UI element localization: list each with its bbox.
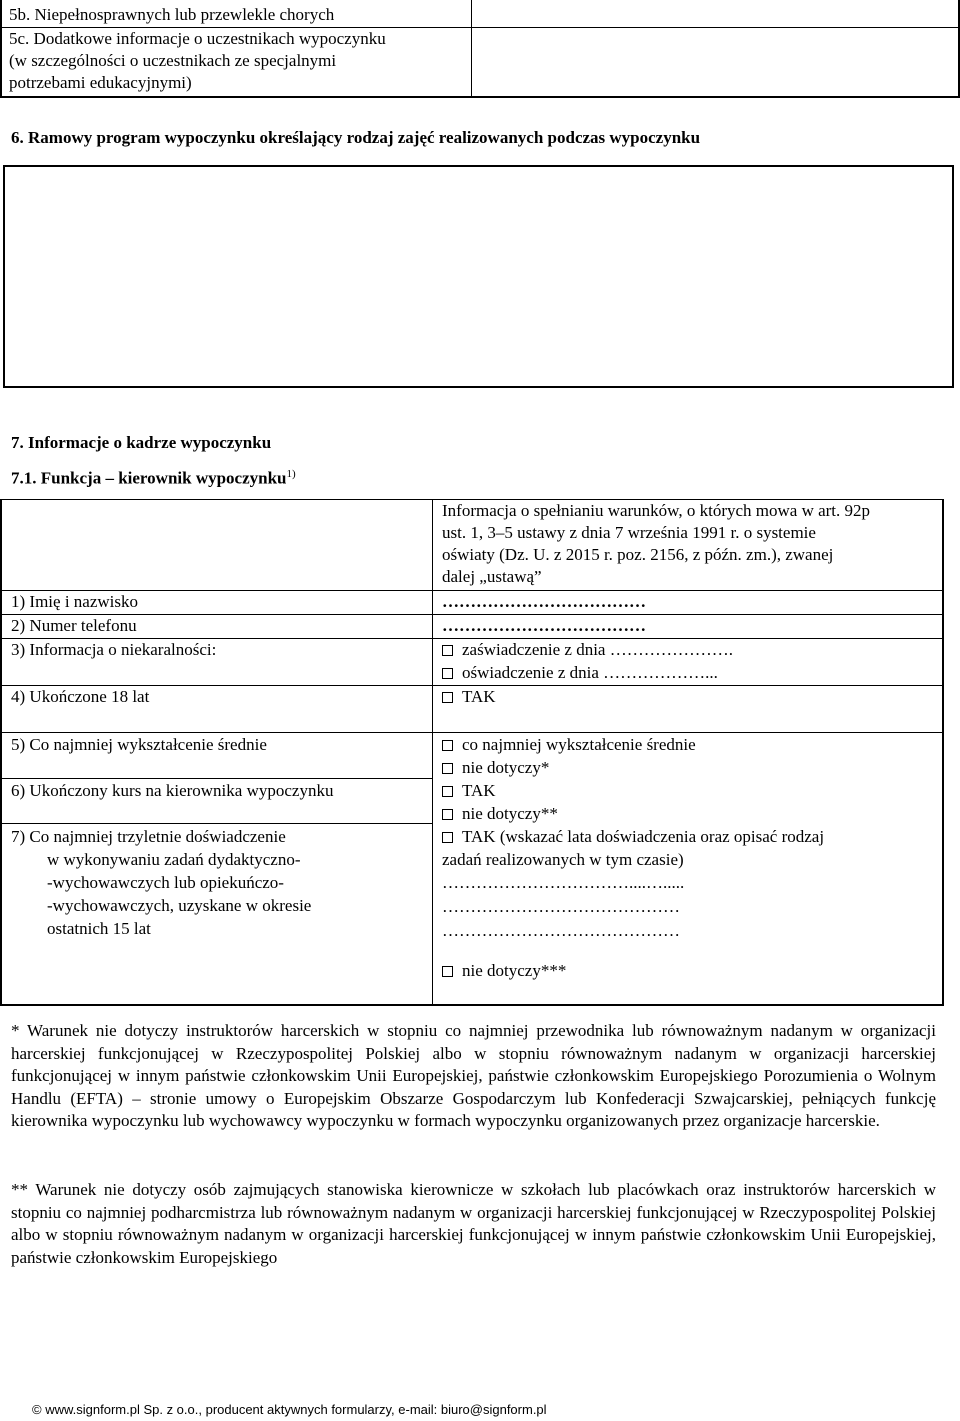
info-line-4: dalej „ustawą” (442, 567, 542, 586)
row-3-label: 3) Informacja o niekaralności: (11, 640, 217, 659)
checkbox-icon[interactable] (442, 786, 453, 797)
experience-option-label: TAK (wskazać lata doświadczenia oraz opisać rodzaj (462, 827, 825, 846)
row-5c-label-line1: 5c. Dodatkowe informacje o uczestnikach wypoczynku (9, 29, 386, 48)
education-na-option[interactable] (442, 757, 549, 779)
section-7-1-title-text: 7.1. Funkcja – kierownik wypoczynku (11, 468, 287, 488)
checkbox-icon[interactable] (442, 692, 453, 703)
row-2-label: 2) Numer telefonu (11, 616, 137, 635)
experience-field-1[interactable]: ……………………………....…..... (442, 873, 685, 892)
row-5-label: 5) Co najmniej wykształcenie średnie (11, 735, 267, 754)
experience-na-option-label: nie dotyczy*** (462, 961, 567, 980)
program-textarea[interactable] (3, 165, 954, 388)
course-option-label: TAK (462, 781, 496, 800)
footnote-1: * Warunek nie dotyczy instruktorów harcerskich w stopniu co najmniej przewodnika lub równoważnym nadanym w organizacji harcerskiej funkcjonującej w Rzeczypospolitej Polskiej albo w stopniu równoważnym nadanym w organizacji harcerskiej funkcjonującej w innym państwie członkowskim Unii Europejskiej, państwie członkowskim Europejskiego Porozumienia o Wolnym Handlu (EFTA) – stronie umowy o Europejskim Obszarze Gospodarczym lub Konfederacji Szwajcarskiej, pełniących funkcję kierownika wypoczynku lub wychowawcy wypoczynku w formach wypoczynku organizowanych przez organizacje harcerskie. (11, 1021, 936, 1130)
row-7-label-line2: w wykonywaniu zadań dydaktyczno- (47, 850, 301, 869)
certificate-option[interactable] (442, 639, 733, 661)
course-option[interactable] (442, 780, 496, 802)
course-na-option[interactable] (442, 803, 558, 825)
info-line-2: ust. 1, 3–5 ustawy z dnia 7 września 1991 r. o systemie (442, 523, 816, 542)
section-7-1-title (11, 463, 296, 490)
experience-option-line2: zadań realizowanych w tym czasie) (442, 850, 684, 869)
age-option-label: TAK (462, 687, 496, 706)
name-field[interactable]: ……………………………… (442, 592, 646, 611)
row-7-label-line1: 7) Co najmniej trzyletnie doświadczenie (11, 827, 286, 846)
course-na-option-label: nie dotyczy** (462, 804, 558, 823)
statement-option-label: oświadczenie z dnia ………………... (462, 663, 718, 682)
experience-option[interactable] (442, 826, 824, 848)
section-7-title: 7. Informacje o kadrze wypoczynku (11, 433, 272, 452)
certificate-option-label: zaświadczenie z dnia …………………. (462, 640, 733, 659)
footnote-ref: 1) (286, 468, 296, 480)
experience-field-3[interactable]: …………………………………… (442, 921, 680, 940)
row-5c-label-line2: (w szczególności o uczestnikach ze specjalnymi (9, 51, 337, 70)
checkbox-icon[interactable] (442, 740, 453, 751)
row-1-label: 1) Imię i nazwisko (11, 592, 138, 611)
row-7-label-line3: -wychowawczych lub opiekuńczo- (47, 873, 284, 892)
row-4-label: 4) Ukończone 18 lat (11, 687, 150, 706)
phone-field[interactable]: ……………………………… (442, 616, 646, 635)
footnote-2: ** Warunek nie dotyczy osób zajmujących stanowiska kierownicze w szkołach lub placówkach oraz instruktorów harcerskich w stopniu co najmniej podharcmistrza lub równoważnym nadanym w organizacji harcerskiej funkcjonującej w Rzeczypospolitej Polskiej albo w stopniu równoważnym nadanym w organizacji harcerskiej funkcjonującej w innym państwie członkowskim Unii Europejskiej, państwie członkowskim Europejskiego (11, 1180, 936, 1267)
education-option[interactable] (442, 734, 696, 756)
experience-field-2[interactable]: …………………………………… (442, 897, 680, 916)
education-na-option-label: nie dotyczy* (462, 758, 550, 777)
checkbox-icon[interactable] (442, 966, 453, 977)
row-5c-label-line3: potrzebami edukacyjnymi) (9, 73, 192, 92)
checkbox-icon[interactable] (442, 668, 453, 679)
checkbox-icon[interactable] (442, 763, 453, 774)
row-5b-label: 5b. Niepełnosprawnych lub przewlekle chorych (9, 5, 335, 24)
info-line-3: oświaty (Dz. U. z 2015 r. poz. 2156, z późn. zm.), zwanej (442, 545, 834, 564)
info-line-1: Informacja o spełnianiu warunków, o których mowa w art. 92p (442, 501, 871, 520)
statement-option[interactable] (442, 662, 718, 684)
row-7-label-line4: -wychowawczych, uzyskane w okresie (47, 896, 312, 915)
section-6-title: 6. Ramowy program wypoczynku określający rodzaj zajęć realizowanych podczas wypoczynku (11, 128, 701, 147)
checkbox-icon[interactable] (442, 809, 453, 820)
checkbox-icon[interactable] (442, 832, 453, 843)
experience-na-option[interactable] (442, 960, 566, 982)
age-option[interactable] (442, 686, 496, 708)
checkbox-icon[interactable] (442, 645, 453, 656)
education-option-label: co najmniej wykształcenie średnie (462, 735, 696, 754)
row-6-label: 6) Ukończony kurs na kierownika wypoczynku (11, 781, 334, 800)
footer-copyright: © www.signform.pl Sp. z o.o., producent aktywnych formularzy, e-mail: biuro@signform.pl (32, 1402, 547, 1417)
row-7-label-line5: ostatnich 15 lat (47, 919, 151, 938)
